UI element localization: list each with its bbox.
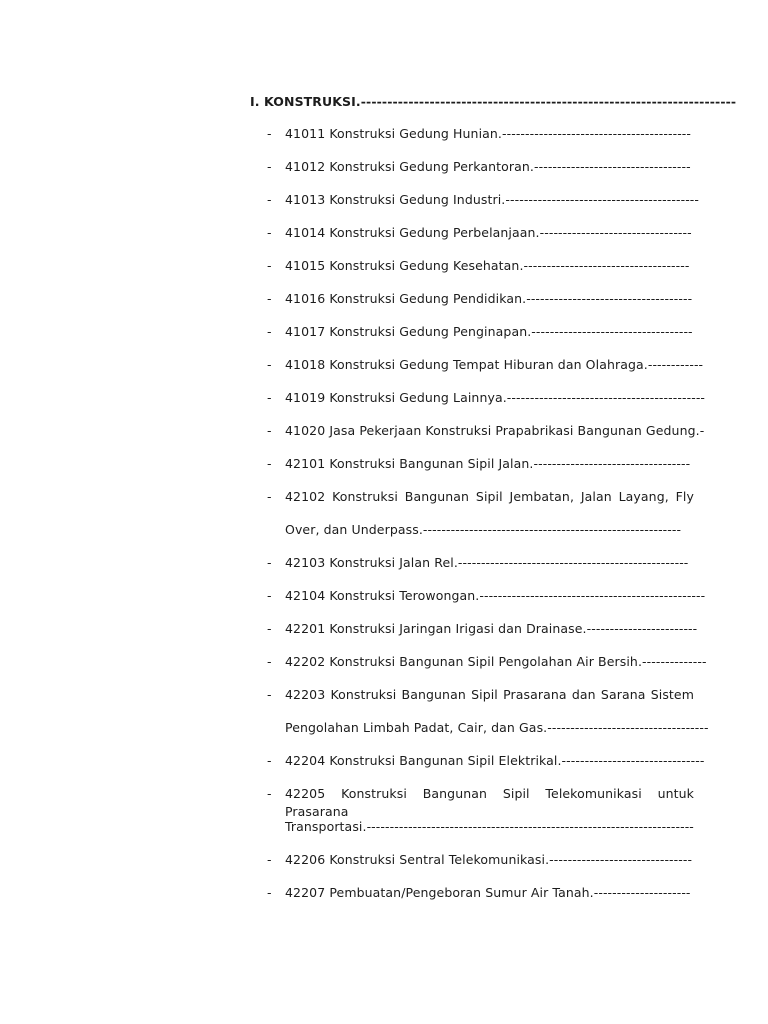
list-item-text: 42207 Pembuatan/Pengeboran Sumur Air Tanah.--------------------- bbox=[285, 885, 691, 900]
bullet-dash: - bbox=[267, 885, 272, 900]
bullet-dash: - bbox=[267, 423, 272, 438]
list-item-text: 41013 Konstruksi Gedung Industri.------------------------------------------ bbox=[285, 192, 700, 207]
bullet-dash: - bbox=[267, 291, 272, 306]
bullet-dash: - bbox=[267, 687, 272, 702]
list-item-text: 41019 Konstruksi Gedung Lainnya.------------------------------------------- bbox=[285, 390, 706, 405]
bullet-dash: - bbox=[267, 357, 272, 372]
bullet-dash: - bbox=[267, 753, 272, 768]
list-item-text: 41018 Konstruksi Gedung Tempat Hiburan dan Olahraga.------------ bbox=[285, 357, 704, 372]
bullet-dash: - bbox=[267, 126, 272, 141]
list-item-text: 42102 Konstruksi Bangunan Sipil Jembatan, Jalan Layang, Fly bbox=[285, 489, 694, 504]
bullet-dash: - bbox=[267, 786, 272, 801]
bullet-dash: - bbox=[267, 225, 272, 240]
bullet-dash: - bbox=[267, 192, 272, 207]
bullet-dash: - bbox=[267, 654, 272, 669]
list-item-text: 41014 Konstruksi Gedung Perbelanjaan.--------------------------------- bbox=[285, 225, 692, 240]
list-item-text: 42202 Konstruksi Bangunan Sipil Pengolahan Air Bersih.-------------- bbox=[285, 654, 707, 669]
bullet-dash: - bbox=[267, 456, 272, 471]
list-item-text: Pengolahan Limbah Padat, Cair, dan Gas.----------------------------------- bbox=[285, 720, 709, 735]
section-heading: I. KONSTRUKSI.----------------------------------------------------------------------- bbox=[250, 94, 737, 109]
bullet-dash: - bbox=[267, 258, 272, 273]
list-item-text: Over, dan Underpass.-------------------------------------------------------- bbox=[285, 522, 682, 537]
list-item-text: Transportasi.----------------------------------------------------------------------- bbox=[285, 819, 694, 834]
list-item-text: 42201 Konstruksi Jaringan Irigasi dan Drainase.------------------------ bbox=[285, 621, 698, 636]
list-item-text: 41015 Konstruksi Gedung Kesehatan.------------------------------------ bbox=[285, 258, 690, 273]
list-item-text: 42206 Konstruksi Sentral Telekomunikasi.------------------------------- bbox=[285, 852, 693, 867]
list-item-text: 42103 Konstruksi Jalan Rel.-------------------------------------------------- bbox=[285, 555, 689, 570]
bullet-dash: - bbox=[267, 489, 272, 504]
list-item-text: 42205 Konstruksi Bangunan Sipil Telekomunikasi untuk Prasarana bbox=[285, 786, 694, 819]
bullet-dash: - bbox=[267, 159, 272, 174]
list-item-text: 42101 Konstruksi Bangunan Sipil Jalan.---------------------------------- bbox=[285, 456, 691, 471]
list-item-text: 41012 Konstruksi Gedung Perkantoran.---------------------------------- bbox=[285, 159, 691, 174]
list-item-text: 42104 Konstruksi Terowongan.------------------------------------------------- bbox=[285, 588, 706, 603]
list-item-text: 42204 Konstruksi Bangunan Sipil Elektrikal.------------------------------- bbox=[285, 753, 705, 768]
bullet-dash: - bbox=[267, 852, 272, 867]
bullet-dash: - bbox=[267, 324, 272, 339]
list-item-text: 42203 Konstruksi Bangunan Sipil Prasarana dan Sarana Sistem bbox=[285, 687, 694, 702]
bullet-dash: - bbox=[267, 390, 272, 405]
list-item-text: 41016 Konstruksi Gedung Pendidikan.------------------------------------ bbox=[285, 291, 693, 306]
bullet-dash: - bbox=[267, 621, 272, 636]
list-item-text: 41011 Konstruksi Gedung Hunian.----------------------------------------- bbox=[285, 126, 692, 141]
bullet-dash: - bbox=[267, 588, 272, 603]
bullet-dash: - bbox=[267, 555, 272, 570]
list-item-text: 41017 Konstruksi Gedung Penginapan.----------------------------------- bbox=[285, 324, 693, 339]
list-item-text: 41020 Jasa Pekerjaan Konstruksi Prapabrikasi Bangunan Gedung.- bbox=[285, 423, 705, 438]
